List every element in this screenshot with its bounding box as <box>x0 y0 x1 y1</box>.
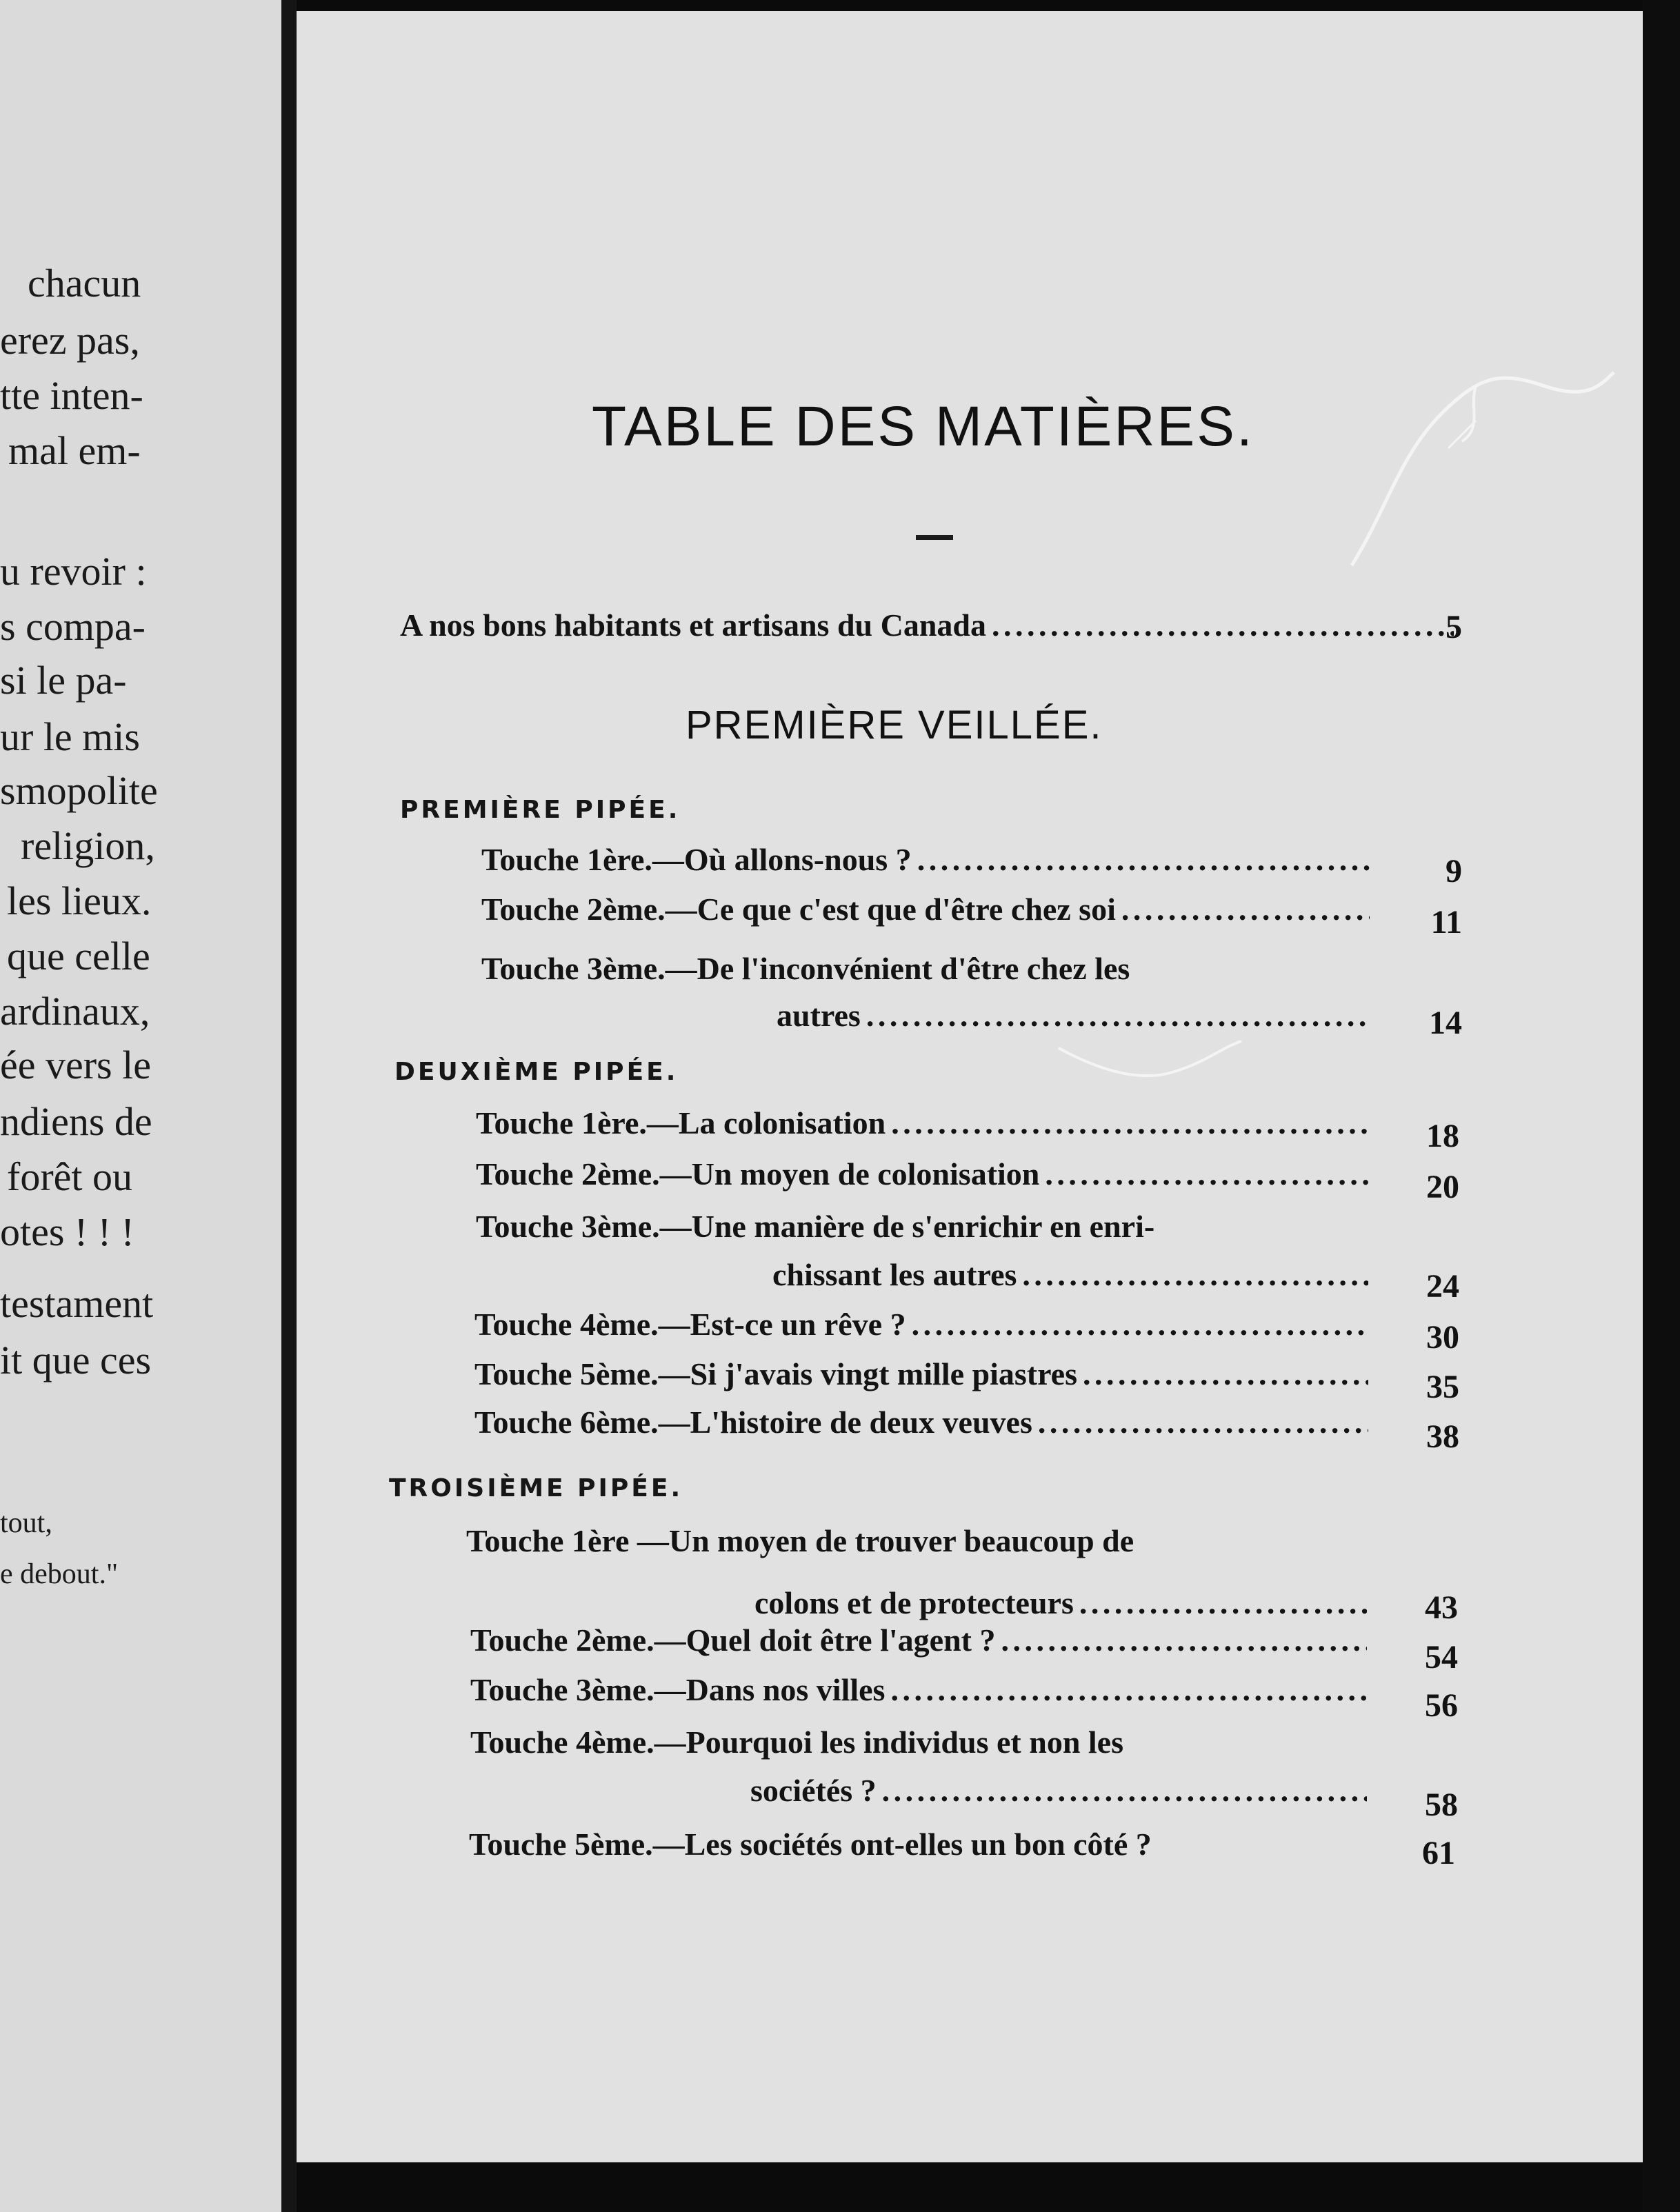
toc-entry-label: Touche 5ème.—Si j'avais vingt mille piastres <box>474 1356 1077 1391</box>
left-page-line: s compa- <box>0 604 146 649</box>
toc-entry <box>777 997 1378 1036</box>
toc-page-number: 56 <box>1425 1687 1458 1724</box>
toc-entry <box>754 1585 1375 1623</box>
toc-entry-label: Touche 1ère —Un moyen de trouver beaucoup de <box>466 1523 1134 1558</box>
toc-entry <box>481 841 1378 880</box>
toc-page-number: 9 <box>1446 853 1462 889</box>
left-page-line: ardinaux, <box>0 989 150 1034</box>
dot-leader <box>1121 891 1370 927</box>
toc-entry <box>470 1671 1375 1710</box>
toc-entry <box>750 1772 1375 1811</box>
pipee-heading: PREMIÈRE PIPÉE. <box>400 796 681 824</box>
toc-entry-label: Touche 2ème.—Ce que c'est que d'être chez soi <box>481 892 1116 927</box>
left-page-line: tout, <box>0 1507 52 1539</box>
dot-leader <box>1038 1404 1368 1440</box>
toc-entry-continuation: colons et de protecteurs <box>754 1585 1074 1620</box>
dot-leader <box>890 1671 1367 1708</box>
toc-entry-label: Touche 6ème.—L'histoire de deux veuves <box>474 1405 1032 1440</box>
left-page-line: forêt ou <box>7 1154 132 1199</box>
section-title: PREMIÈRE VEILLÉE. <box>686 703 1103 747</box>
left-page-line: religion, <box>21 823 155 868</box>
pipee-heading: TROISIÈME PIPÉE. <box>389 1474 683 1502</box>
toc-entry <box>474 1306 1377 1345</box>
dot-leader <box>1022 1256 1368 1293</box>
left-page-line: chacun <box>28 261 141 305</box>
left-page-line: que celle <box>7 934 150 978</box>
toc-entry-label: Touche 3ème.—Une manière de s'enrichir en enri- <box>476 1209 1155 1244</box>
dot-leader <box>891 1105 1368 1141</box>
dot-leader <box>1001 1622 1367 1658</box>
left-page-line: u revoir : <box>0 549 147 594</box>
left-page-fragment <box>0 0 281 2212</box>
left-page-line: ée vers le <box>0 1043 151 1087</box>
left-page-line: ur le mis <box>0 714 140 759</box>
toc-entry <box>470 1622 1375 1660</box>
toc-entry-continuation: autres <box>777 998 861 1033</box>
left-page-line: testament <box>0 1281 154 1326</box>
dot-leader <box>1083 1356 1368 1392</box>
pipee-heading: DEUXIÈME PIPÉE. <box>394 1058 679 1086</box>
film-scratch <box>1055 1034 1248 1089</box>
toc-entry <box>772 1256 1377 1295</box>
toc-entry-label: Touche 3ème.—Dans nos villes <box>470 1672 886 1707</box>
left-page-line: si le pa- <box>0 658 127 703</box>
book-gutter <box>281 0 297 2212</box>
toc-page-number: 54 <box>1425 1639 1458 1676</box>
toc-entry <box>476 1105 1377 1143</box>
toc-page-number: 14 <box>1429 1005 1462 1041</box>
toc-page-number: 18 <box>1426 1118 1459 1154</box>
toc-page-number: 58 <box>1425 1787 1458 1823</box>
toc-page-number: 30 <box>1426 1319 1459 1356</box>
toc-page-number: 61 <box>1422 1835 1455 1871</box>
toc-page-number: 20 <box>1426 1169 1459 1205</box>
left-page-line: ndiens de <box>0 1099 152 1144</box>
left-page-line: mal em- <box>8 428 141 473</box>
toc-page-number: 38 <box>1426 1418 1459 1455</box>
toc-page-number: 11 <box>1430 904 1462 941</box>
dot-leader <box>992 607 1454 643</box>
toc-page-number: 35 <box>1426 1369 1459 1405</box>
toc-entry-label: Touche 4ème.—Est-ce un rêve ? <box>474 1307 906 1342</box>
toc-entry-label: Touche 2ème.—Un moyen de colonisation <box>476 1156 1040 1192</box>
left-page-line: e debout." <box>0 1558 119 1590</box>
toc-page-number: 5 <box>1446 609 1462 645</box>
left-page-line: tte inten- <box>0 373 143 418</box>
toc-entry <box>474 1356 1377 1394</box>
dot-leader <box>1045 1156 1368 1192</box>
toc-entry <box>474 1404 1377 1442</box>
dot-leader <box>882 1772 1367 1809</box>
left-page-line: les lieux. <box>7 878 152 923</box>
page-title: TABLE DES MATIÈRES. <box>592 395 1254 458</box>
toc-entry-label: Touche 1ère.—Où allons-nous ? <box>481 842 912 877</box>
left-page-line: smopolite <box>0 768 158 813</box>
toc-page-number: 43 <box>1425 1589 1458 1626</box>
title-divider <box>916 535 953 540</box>
toc-entry <box>481 891 1378 929</box>
toc-entry-continuation: chissant les autres <box>772 1257 1017 1292</box>
toc-entry-label: Touche 1ère.—La colonisation <box>476 1105 886 1140</box>
left-page-line: erez pas, <box>0 318 140 363</box>
right-border <box>1643 0 1680 2212</box>
toc-entry-label: Touche 5ème.—Les sociétés ont-elles un bon côté ? <box>469 1827 1152 1862</box>
toc-entry-label: Touche 2ème.—Quel doit être l'agent ? <box>470 1622 996 1658</box>
left-page-line: otes ! ! ! <box>0 1209 134 1254</box>
toc-entry-continuation: sociétés ? <box>750 1773 877 1808</box>
toc-entry-label: A nos bons habitants et artisans du Canada <box>400 607 986 643</box>
dot-leader <box>917 841 1370 878</box>
toc-entry <box>469 1826 1379 1864</box>
toc-page-number: 24 <box>1426 1268 1459 1305</box>
left-page-line: it que ces <box>0 1338 152 1382</box>
dot-leader <box>912 1306 1368 1343</box>
toc-entry-preface <box>400 607 1462 645</box>
toc-entry-label: Touche 4ème.—Pourquoi les individus et non les <box>470 1725 1123 1760</box>
toc-entry <box>476 1156 1377 1194</box>
dot-leader <box>866 997 1370 1034</box>
dot-leader <box>1079 1585 1367 1621</box>
film-scratch <box>1338 345 1628 579</box>
toc-entry-label: Touche 3ème.—De l'inconvénient d'être chez les <box>481 951 1130 986</box>
